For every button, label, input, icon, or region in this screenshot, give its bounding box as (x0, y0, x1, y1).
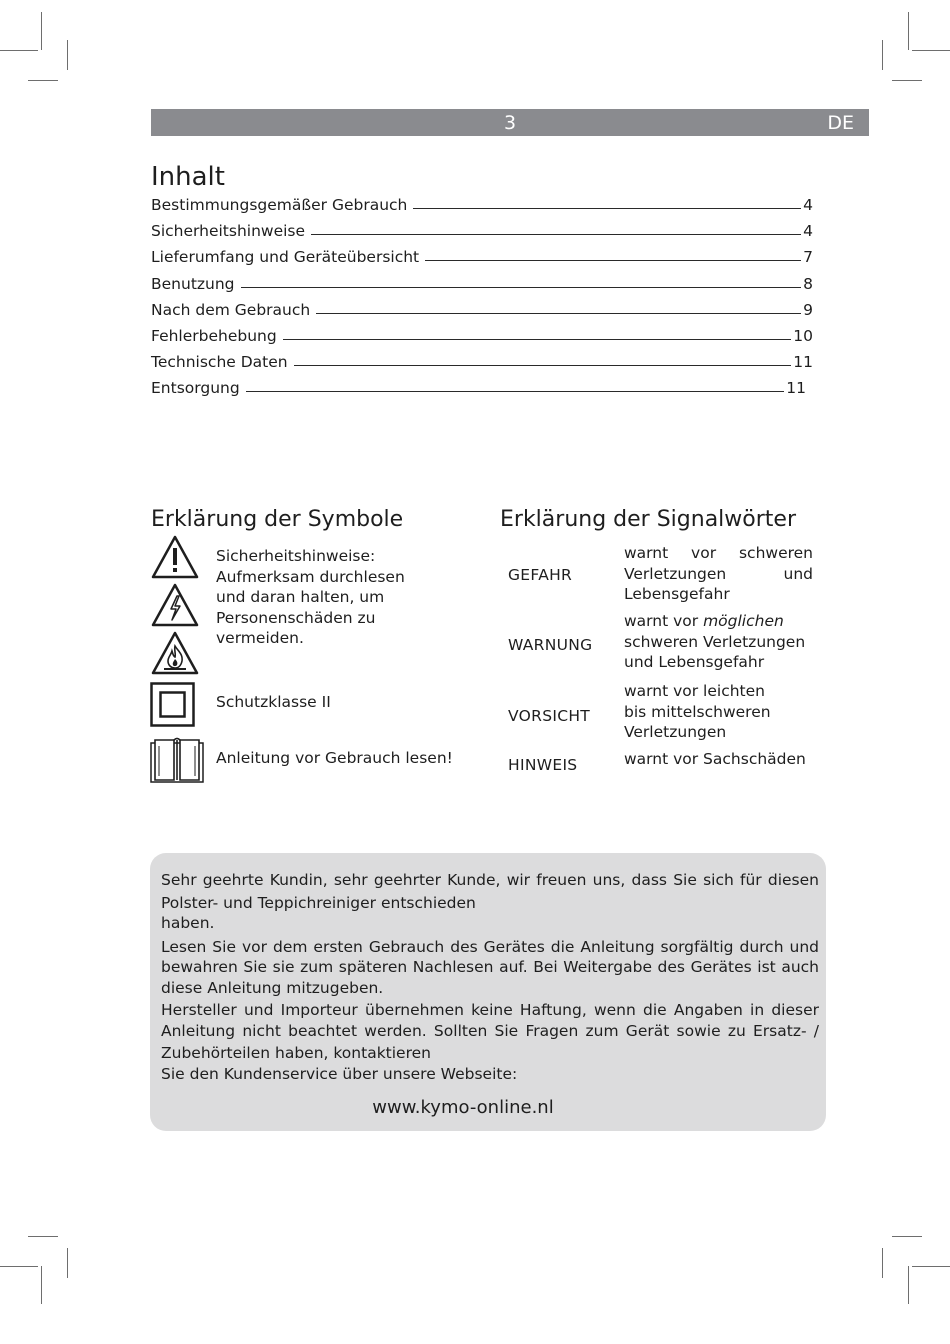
toc-entry[interactable] (151, 275, 813, 301)
toc-entry-label: Technische Daten (151, 353, 288, 372)
page-number: 3 (503, 112, 517, 134)
toc-entry[interactable] (151, 379, 806, 405)
crop-mark (892, 80, 922, 81)
language-code: DE (827, 112, 854, 134)
toc-leader (283, 326, 792, 340)
toc-entry-page: 4 (803, 222, 813, 241)
table-of-contents (151, 196, 813, 406)
crop-mark (67, 40, 68, 70)
crop-mark (28, 80, 58, 81)
flammable-icon (150, 630, 200, 676)
toc-entry-label: Lieferumfang und Geräteübersicht (151, 248, 420, 267)
toc-entry-label: Entsorgung (151, 379, 240, 398)
toc-leader (425, 247, 801, 261)
crop-mark (882, 40, 883, 70)
toc-leader (413, 195, 801, 209)
toc-entry[interactable] (151, 222, 813, 248)
toc-entry-page: 11 (786, 379, 806, 398)
crop-mark (0, 1266, 38, 1267)
toc-entry-page: 9 (803, 300, 813, 319)
protection-class-text: Schutzklasse II (216, 693, 331, 711)
signal-words-title: Erklärung der Signalwörter (500, 507, 796, 532)
signal-word-caution: VORSICHT (508, 707, 591, 725)
toc-title: Inhalt (151, 162, 225, 192)
signal-desc-danger: warnt vor schweren Verletzungen und Lebensgefahr (624, 544, 813, 603)
signal-desc-caution: warnt vor leichten bis mittelschweren Verletzungen (624, 682, 771, 741)
signal-desc-notice: warnt vor Sachschäden (624, 750, 806, 768)
crop-mark (67, 1248, 68, 1278)
toc-leader (246, 378, 785, 392)
toc-entry-label: Nach dem Gebrauch (151, 300, 311, 319)
page-header-bar (151, 109, 869, 136)
crop-mark (0, 50, 38, 51)
protection-class-ii-icon (150, 682, 196, 728)
toc-leader (311, 221, 801, 235)
toc-entry[interactable] (151, 248, 813, 274)
crop-mark (882, 1248, 883, 1278)
toc-entry-page: 11 (793, 353, 813, 372)
toc-entry-label: Sicherheitshinweise (151, 222, 306, 241)
toc-entry[interactable] (151, 353, 813, 379)
crop-mark (41, 12, 42, 50)
crop-mark (908, 1266, 909, 1304)
crop-mark (41, 1266, 42, 1304)
toc-entry-label: Benutzung (151, 274, 235, 293)
toc-entry[interactable] (151, 196, 813, 222)
website-link[interactable]: www.kymo-online.nl (372, 1097, 554, 1118)
safety-notes-text: Sicherheitshinweise: Aufmerksam durchlesen und daran halten, um Personenschäden zu vermeiden. (216, 547, 405, 647)
signal-word-warning: WARNUNG (508, 636, 593, 654)
symbols-title: Erklärung der Symbole (151, 507, 404, 532)
crop-mark (912, 50, 950, 51)
crop-mark (908, 12, 909, 50)
signal-word-notice: HINWEIS (508, 756, 578, 774)
toc-leader (316, 300, 801, 314)
toc-entry-page: 8 (803, 274, 813, 293)
signal-word-danger: GEFAHR (508, 566, 573, 584)
electric-hazard-icon (150, 582, 200, 628)
toc-leader (294, 352, 792, 366)
read-manual-text: Anleitung vor Gebrauch lesen! (216, 749, 453, 767)
customer-notice-text: Sehr geehrte Kundin, sehr geehrter Kunde, wir freuen uns, dass Sie sich für diesen Polster- und Teppichreiniger entschieden haben. Lesen Sie vor dem ersten Gebrauch des Gerätes die Anleitung sorgfältig durch und bewahren Sie sie zum späteren Nachlesen auf. Bei Weitergabe des Gerätes ist auch diese Anleitung mitzugeben. Hersteller und Importeur übernehmen keine Haftung, wenn die Angaben in dieser Anleitung nicht beachtet werden. Sollten Sie Fragen zum Gerät sowie zu Ersatz- / Zubehörteilen haben, kontaktieren Sie den Kundenservice über unsere Webseite: (161, 871, 819, 1083)
toc-entry-label: Fehlerbehebung (151, 326, 277, 345)
open-book-icon (150, 736, 204, 784)
crop-mark (28, 1236, 58, 1237)
toc-entry[interactable] (151, 327, 813, 353)
toc-entry-page: 10 (793, 326, 813, 345)
crop-mark (912, 1266, 950, 1267)
toc-entry-label: Bestimmungsgemäßer Gebrauch (151, 196, 408, 214)
warning-triangle-icon (150, 534, 200, 580)
crop-mark (892, 1236, 922, 1237)
toc-leader (241, 274, 802, 288)
toc-entry-page: 4 (803, 196, 813, 214)
toc-entry[interactable] (151, 301, 813, 327)
signal-desc-warning: warnt vor möglichen schweren Verletzungen und Lebensgefahr (624, 612, 806, 671)
toc-entry-page: 7 (803, 248, 813, 267)
